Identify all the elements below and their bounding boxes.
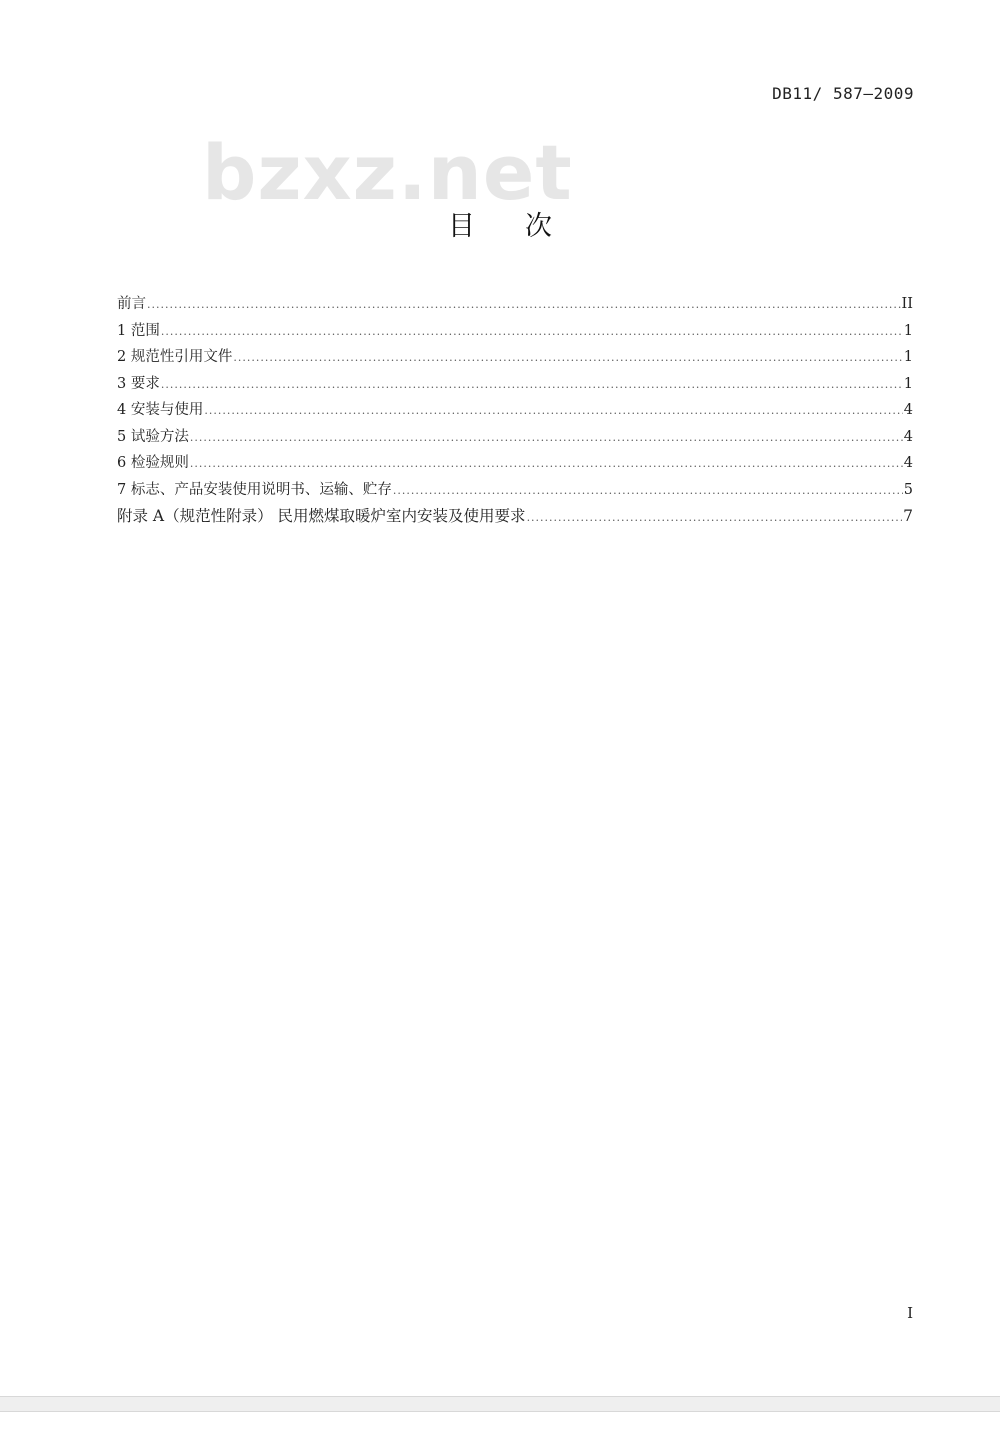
viewer-scroll-band bbox=[0, 1396, 1000, 1412]
toc-leader-dots bbox=[190, 457, 903, 470]
toc-item-label: 4 安装与使用 bbox=[117, 402, 204, 418]
watermark: bzxz.net bbox=[202, 128, 573, 217]
toc-item-label: 附录 A（规范性附录） 民用燃煤取暖炉室内安装及使用要求 bbox=[117, 507, 526, 525]
table-of-contents bbox=[117, 292, 913, 531]
document-code: DB11/ 587—2009 bbox=[772, 84, 914, 103]
toc-leader-dots bbox=[393, 484, 903, 497]
toc-item-label: 5 试验方法 bbox=[117, 428, 189, 445]
toc-item-appendix-a[interactable] bbox=[117, 504, 913, 531]
toc-item-marking-transport-storage[interactable] bbox=[117, 478, 913, 505]
toc-item-label: 1 范围 bbox=[117, 322, 160, 339]
toc-item-test-methods[interactable] bbox=[117, 425, 913, 452]
toc-leader-dots bbox=[204, 404, 902, 417]
toc-item-label: 2 规范性引用文件 bbox=[117, 349, 233, 365]
toc-leader-dots bbox=[161, 325, 903, 338]
toc-item-page: 5 bbox=[903, 481, 913, 498]
toc-leader-dots bbox=[161, 378, 903, 391]
toc-item-page: 1 bbox=[903, 322, 913, 339]
toc-leader-dots bbox=[190, 431, 903, 444]
page-number: I bbox=[907, 1304, 913, 1322]
toc-item-label: 7 标志、产品安装使用说明书、运输、贮存 bbox=[117, 481, 392, 498]
toc-item-foreword[interactable] bbox=[117, 292, 913, 319]
toc-item-page: 4 bbox=[903, 455, 913, 471]
toc-item-requirements[interactable] bbox=[117, 372, 913, 399]
toc-item-page: 7 bbox=[903, 507, 913, 525]
toc-item-label: 3 要求 bbox=[117, 375, 160, 392]
toc-leader-dots bbox=[147, 298, 901, 311]
toc-leader-dots bbox=[233, 351, 902, 364]
toc-item-label: 前言 bbox=[117, 296, 146, 312]
toc-item-scope[interactable] bbox=[117, 319, 913, 346]
toc-item-page: 4 bbox=[903, 428, 913, 445]
toc-item-page: II bbox=[901, 296, 913, 312]
toc-item-installation-use[interactable] bbox=[117, 398, 913, 425]
toc-item-page: 4 bbox=[903, 402, 913, 418]
toc-item-page: 1 bbox=[903, 375, 913, 392]
toc-item-inspection-rules[interactable] bbox=[117, 451, 913, 478]
toc-item-normative-references[interactable] bbox=[117, 345, 913, 372]
toc-item-label: 6 检验规则 bbox=[117, 455, 189, 471]
toc-item-page: 1 bbox=[903, 349, 913, 365]
page-title: 目次 bbox=[448, 211, 602, 242]
toc-leader-dots bbox=[527, 511, 903, 524]
